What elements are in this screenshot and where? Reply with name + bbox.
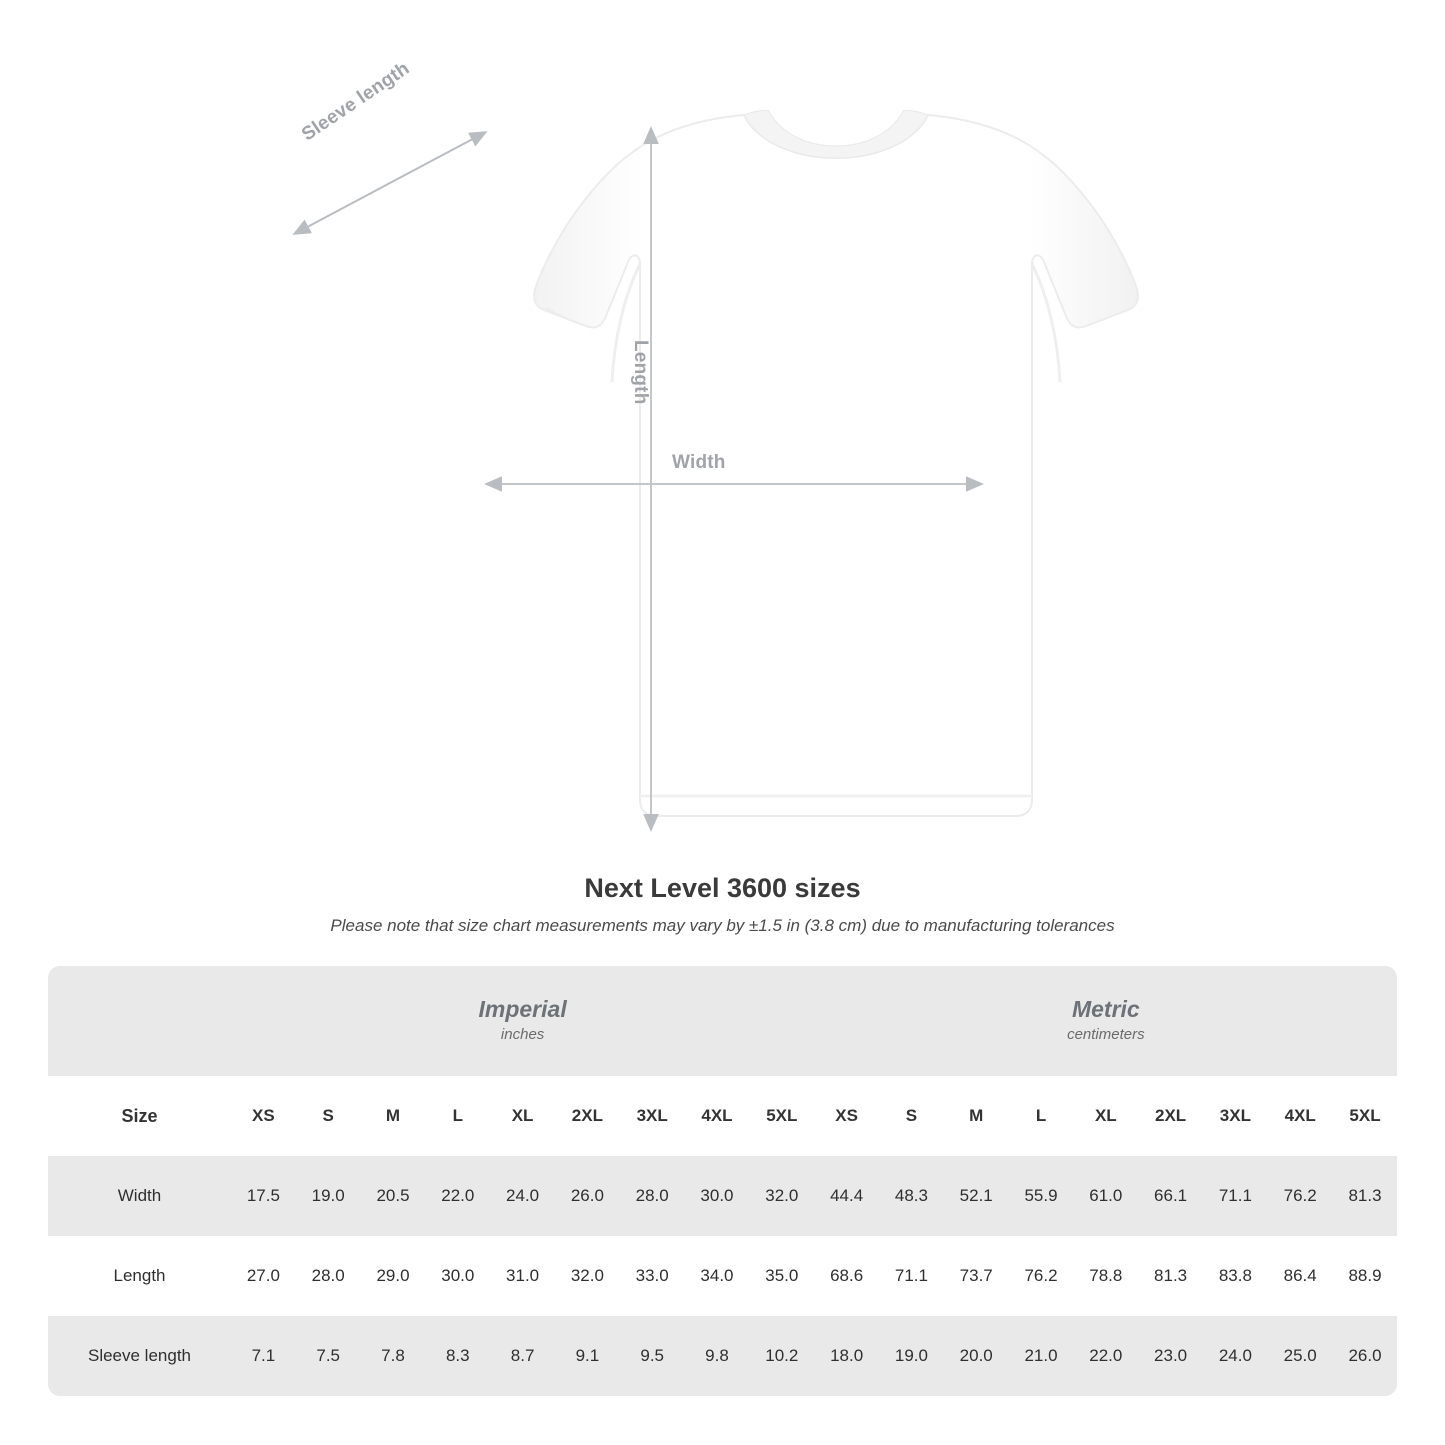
row-label-sleeve-length: Sleeve length <box>48 1316 231 1396</box>
cell-width-metric: 44.4 <box>814 1156 879 1236</box>
unit-group-imperial <box>231 966 814 1076</box>
cell-width-imperial: 19.0 <box>296 1156 361 1236</box>
table-header-size: L <box>1009 1076 1074 1156</box>
cell-length-metric: 88.9 <box>1333 1236 1398 1316</box>
table-header-size: M <box>944 1076 1009 1156</box>
cell-width-imperial: 30.0 <box>685 1156 750 1236</box>
cell-width-imperial: 22.0 <box>425 1156 490 1236</box>
table-row <box>48 1316 1397 1396</box>
cell-width-metric: 66.1 <box>1138 1156 1203 1236</box>
cell-width-metric: 48.3 <box>879 1156 944 1236</box>
size-table <box>48 966 1397 1396</box>
cell-sleeve-imperial: 7.1 <box>231 1316 296 1396</box>
table-header-size: S <box>879 1076 944 1156</box>
cell-length-metric: 83.8 <box>1203 1236 1268 1316</box>
table-header-size: S <box>296 1076 361 1156</box>
cell-width-metric: 55.9 <box>1009 1156 1074 1236</box>
table-header-size: XS <box>814 1076 879 1156</box>
cell-width-metric: 61.0 <box>1073 1156 1138 1236</box>
unit-group-imperial-name: Imperial <box>478 995 567 1022</box>
table-header-size: 5XL <box>1333 1076 1398 1156</box>
row-label-length: Length <box>48 1236 231 1316</box>
cell-width-imperial: 20.5 <box>361 1156 426 1236</box>
cell-length-imperial: 27.0 <box>231 1236 296 1316</box>
table-header-size: 4XL <box>685 1076 750 1156</box>
annotation-sleeve-length: Sleeve length <box>298 58 414 146</box>
cell-width-imperial: 28.0 <box>620 1156 685 1236</box>
cell-length-imperial: 33.0 <box>620 1236 685 1316</box>
tolerance-note: Please note that size chart measurements may vary by ±1.5 in (3.8 cm) due to manufacturing tolerances <box>330 916 1115 935</box>
table-row <box>48 1156 1397 1236</box>
cell-length-metric: 76.2 <box>1009 1236 1074 1316</box>
cell-length-imperial: 32.0 <box>555 1236 620 1316</box>
row-label-width: Width <box>48 1156 231 1236</box>
unit-group-metric-sub: centimeters <box>1067 1026 1145 1044</box>
cell-sleeve-metric: 19.0 <box>879 1316 944 1396</box>
cell-length-metric: 86.4 <box>1268 1236 1333 1316</box>
table-header-size: 3XL <box>1203 1076 1268 1156</box>
cell-sleeve-imperial: 10.2 <box>749 1316 814 1396</box>
cell-sleeve-metric: 18.0 <box>814 1316 879 1396</box>
cell-length-imperial: 29.0 <box>361 1236 426 1316</box>
cell-sleeve-metric: 23.0 <box>1138 1316 1203 1396</box>
cell-sleeve-metric: 25.0 <box>1268 1316 1333 1396</box>
cell-length-metric: 81.3 <box>1138 1236 1203 1316</box>
cell-length-imperial: 35.0 <box>749 1236 814 1316</box>
cell-sleeve-imperial: 9.1 <box>555 1316 620 1396</box>
table-row <box>48 1236 1397 1316</box>
table-header-size: 2XL <box>555 1076 620 1156</box>
cell-length-imperial: 34.0 <box>685 1236 750 1316</box>
cell-length-metric: 73.7 <box>944 1236 1009 1316</box>
annotation-width: Width <box>672 452 726 473</box>
table-header-size: 5XL <box>749 1076 814 1156</box>
cell-sleeve-metric: 22.0 <box>1073 1316 1138 1396</box>
cell-sleeve-metric: 24.0 <box>1203 1316 1268 1396</box>
cell-sleeve-metric: 21.0 <box>1009 1316 1074 1396</box>
table-header-size: XS <box>231 1076 296 1156</box>
cell-width-imperial: 26.0 <box>555 1156 620 1236</box>
table-header-size: 2XL <box>1138 1076 1203 1156</box>
cell-length-metric: 68.6 <box>814 1236 879 1316</box>
unit-group-metric-name: Metric <box>1071 995 1140 1022</box>
unit-row-corner <box>48 966 231 1076</box>
cell-sleeve-imperial: 7.8 <box>361 1316 426 1396</box>
cell-length-metric: 78.8 <box>1073 1236 1138 1316</box>
cell-sleeve-imperial: 8.7 <box>490 1316 555 1396</box>
table-header-size: 3XL <box>620 1076 685 1156</box>
cell-width-metric: 76.2 <box>1268 1156 1333 1236</box>
cell-sleeve-imperial: 9.5 <box>620 1316 685 1396</box>
cell-sleeve-imperial: 8.3 <box>425 1316 490 1396</box>
cell-width-metric: 81.3 <box>1333 1156 1398 1236</box>
cell-width-imperial: 32.0 <box>749 1156 814 1236</box>
cell-sleeve-metric: 20.0 <box>944 1316 1009 1396</box>
table-header-size: XL <box>490 1076 555 1156</box>
annotation-length: Length <box>630 340 651 405</box>
table-header-size: L <box>425 1076 490 1156</box>
cell-length-imperial: 30.0 <box>425 1236 490 1316</box>
table-header-size: XL <box>1073 1076 1138 1156</box>
table-unit-row <box>48 966 1397 1076</box>
cell-width-metric: 71.1 <box>1203 1156 1268 1236</box>
cell-width-imperial: 17.5 <box>231 1156 296 1236</box>
cell-width-imperial: 24.0 <box>490 1156 555 1236</box>
table-header-size: M <box>361 1076 426 1156</box>
unit-group-imperial-sub: inches <box>500 1026 545 1044</box>
table-size-header-row <box>48 1076 1397 1156</box>
cell-length-imperial: 28.0 <box>296 1236 361 1316</box>
table-header-size: 4XL <box>1268 1076 1333 1156</box>
cell-sleeve-imperial: 7.5 <box>296 1316 361 1396</box>
unit-group-metric <box>814 966 1397 1076</box>
cell-length-imperial: 31.0 <box>490 1236 555 1316</box>
size-table-wrapper <box>48 966 1397 1396</box>
cell-sleeve-metric: 26.0 <box>1333 1316 1398 1396</box>
cell-width-metric: 52.1 <box>944 1156 1009 1236</box>
cell-sleeve-imperial: 9.8 <box>685 1316 750 1396</box>
page-title: Next Level 3600 sizes <box>584 873 861 903</box>
table-header-size-label: Size <box>48 1076 231 1156</box>
cell-length-metric: 71.1 <box>879 1236 944 1316</box>
